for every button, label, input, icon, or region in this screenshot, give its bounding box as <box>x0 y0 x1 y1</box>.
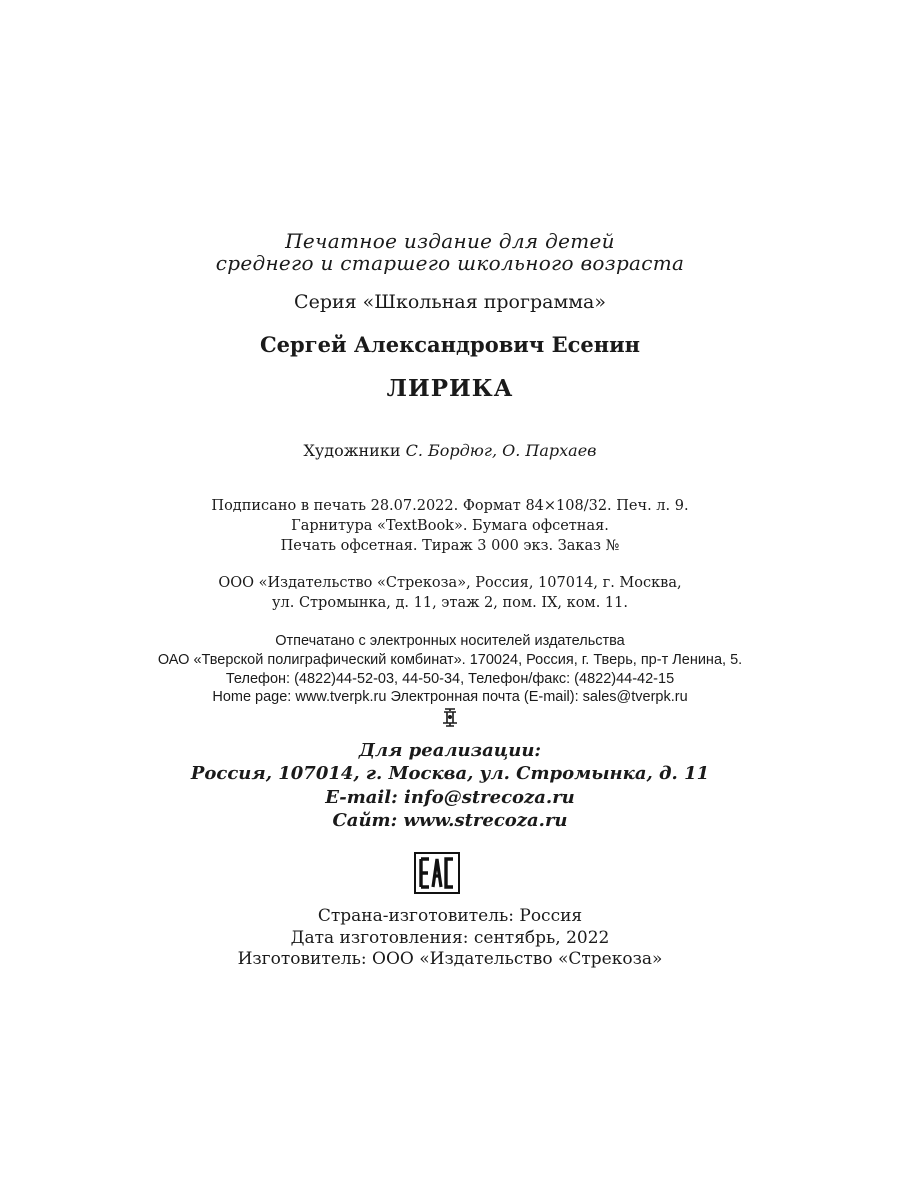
book-title: ЛИРИКА <box>386 375 514 402</box>
publisher-line-2: ул. Стромынка, д. 11, этаж 2, пом. IX, ком. 11. <box>271 595 628 611</box>
sales-website: Сайт: www.strecoza.ru <box>332 810 568 831</box>
sales-email: E-mail: info@strecoza.ru <box>325 787 575 808</box>
printer-line-1: Отпечатано с электронных носителей издательства <box>275 633 625 649</box>
manufacturer-name: Изготовитель: ООО «Издательство «Стрекоза» <box>237 949 663 969</box>
publisher-line-1: ООО «Издательство «Стрекоза», Россия, 107014, г. Москва, <box>218 575 682 591</box>
artists-names: С. Бордюг, О. Пархаев <box>405 441 597 460</box>
sales-heading: Для реализации: <box>358 740 542 761</box>
artists-credit <box>0 443 900 459</box>
series-title: Серия «Школьная программа» <box>294 291 606 313</box>
audience-line-2: среднего и старшего школьного возраста <box>215 251 685 275</box>
printer-line-3: Телефон: (4822)44-52-03, 44-50-34, Телефон/факс: (4822)44-42-15 <box>225 671 675 687</box>
imprint-line-1: Подписано в печать 28.07.2022. Формат 84×108/32. Печ. л. 9. <box>211 498 689 514</box>
audience-line-1: Печатное издание для детей <box>285 229 615 253</box>
imprint-line-3: Печать офсетная. Тираж 3 000 экз. Заказ № <box>280 538 620 554</box>
artists-label: Художники <box>303 441 401 460</box>
imprint-line-2: Гарнитура «TextBook». Бумага офсетная. <box>291 518 609 534</box>
printer-line-4: Home page: www.tverpk.ru Электронная почта (E-mail): sales@tverpk.ru <box>212 689 688 705</box>
country-of-manufacture: Страна-изготовитель: Россия <box>317 906 583 926</box>
printer-line-2: ОАО «Тверской полиграфический комбинат». 170024, Россия, г. Тверь, пр-т Ленина, 5. <box>157 652 743 668</box>
printer-emblem-icon <box>438 706 462 730</box>
eac-mark-icon <box>414 852 460 894</box>
manufacture-date: Дата изготовления: сентябрь, 2022 <box>290 928 610 948</box>
sales-address: Россия, 107014, г. Москва, ул. Стромынка, д. 11 <box>190 763 710 784</box>
author-name: Сергей Александрович Есенин <box>259 332 641 357</box>
